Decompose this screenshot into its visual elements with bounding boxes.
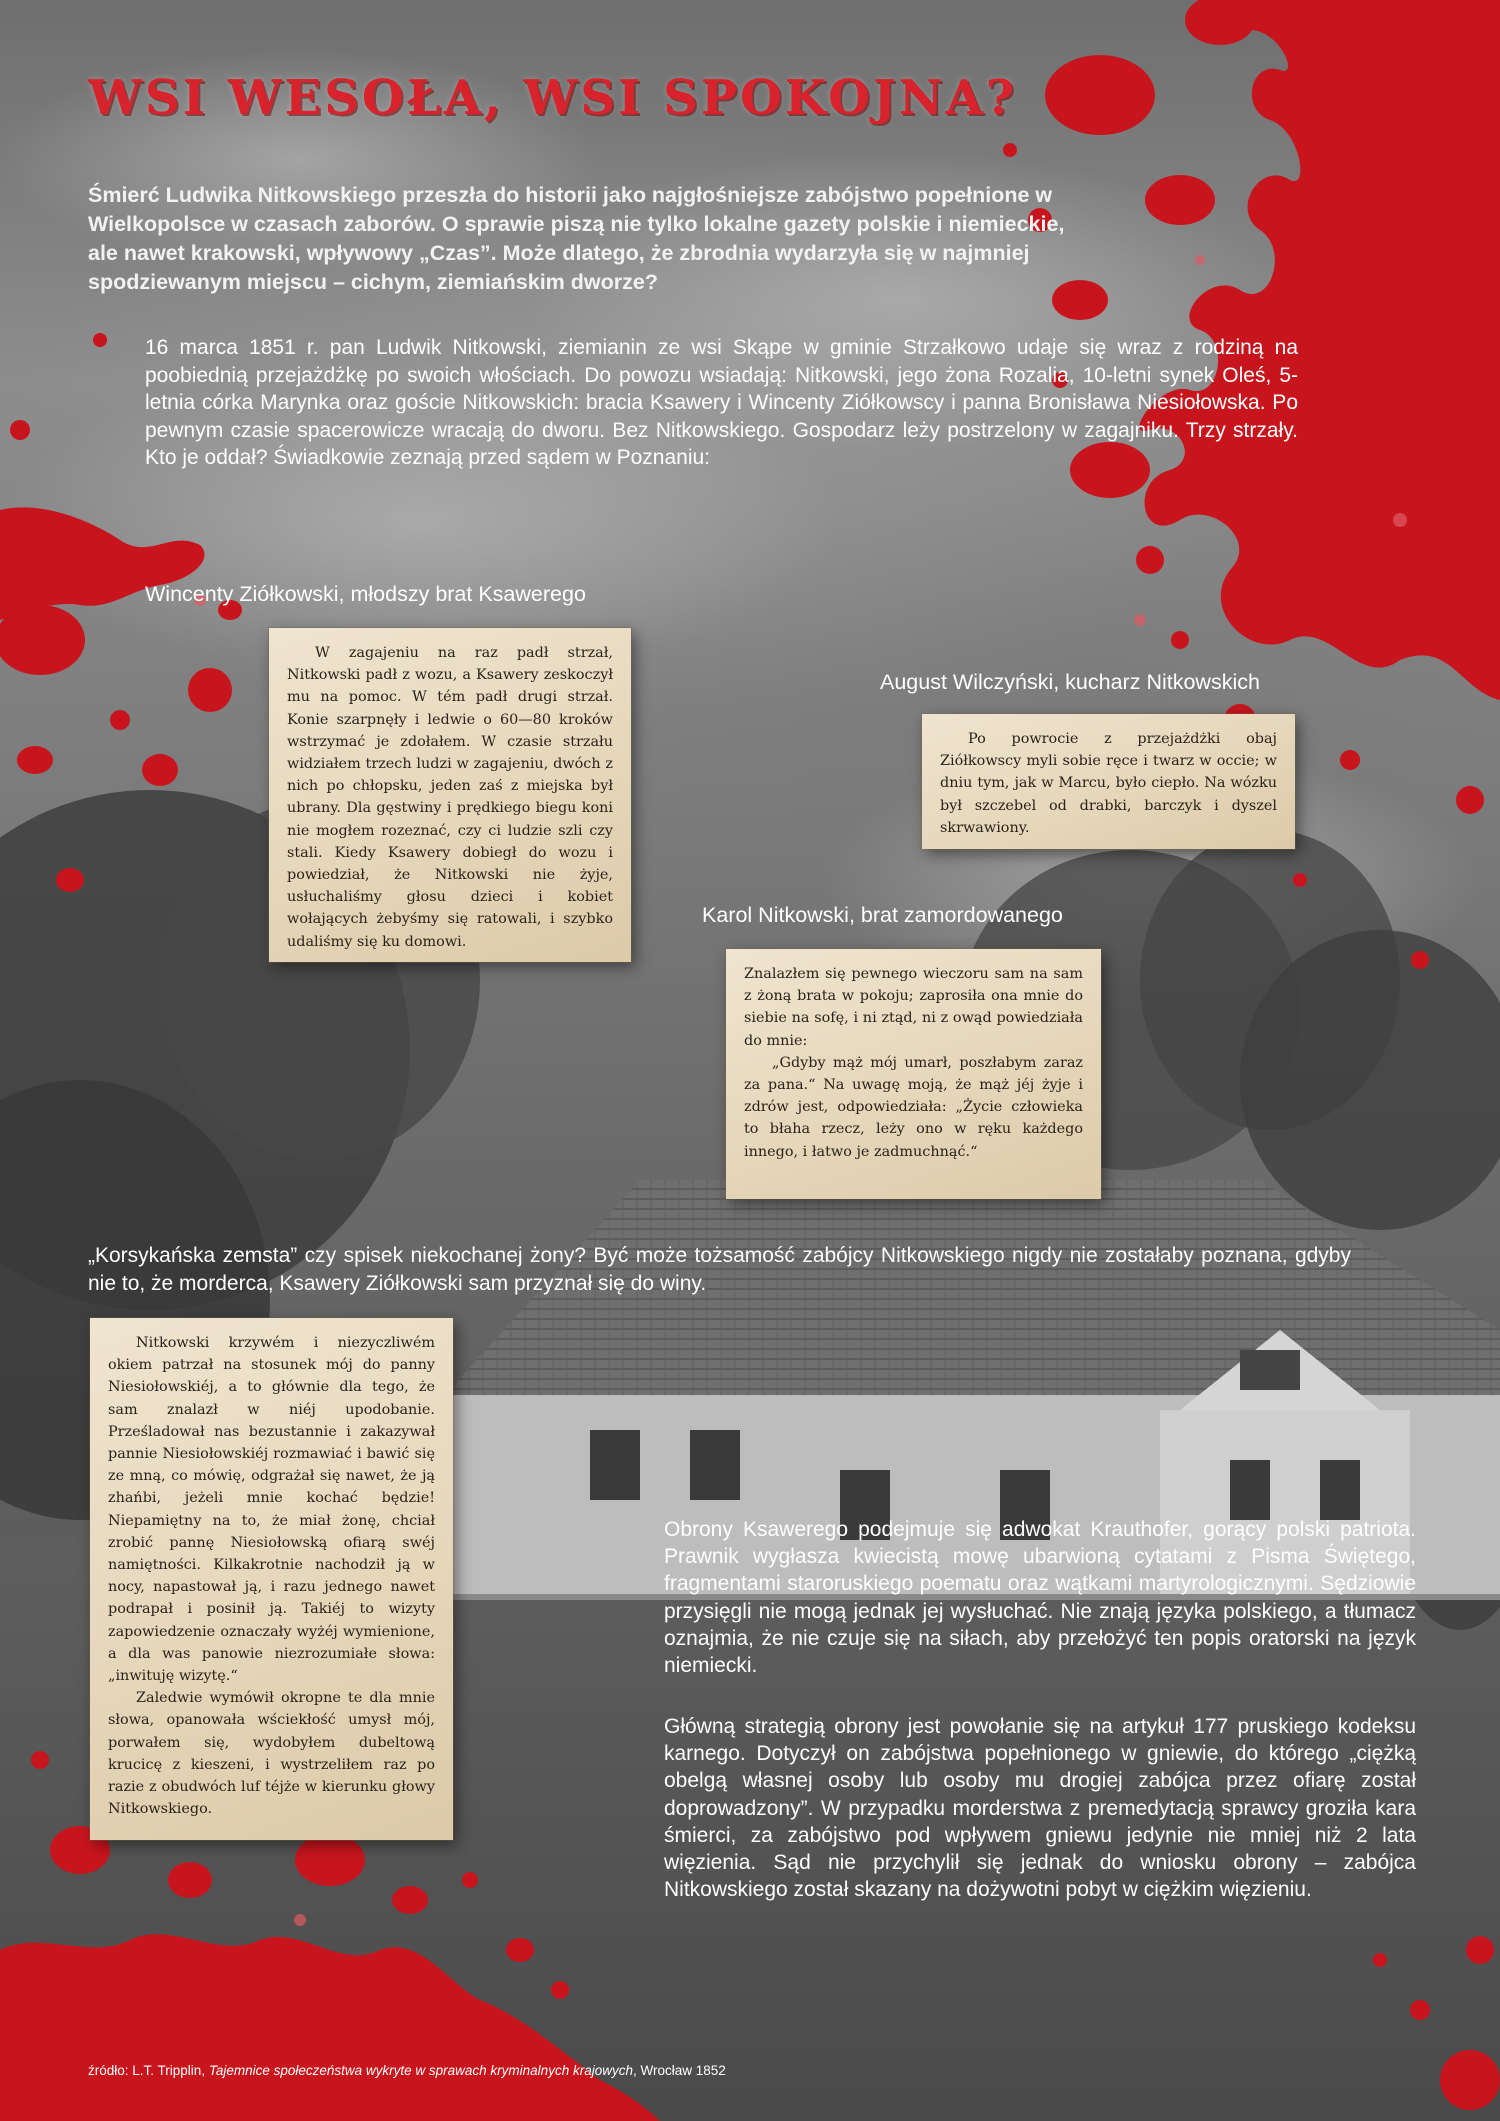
defense-paragraph-1: Obrony Ksawerego podejmuje się adwokat Krauthofer, gorący polski patriota. Prawnik wygłasza kwiecistą mowę ubarwioną cytatami z Pisma Świętego, fragmentami staroruskiego poematu oraz wątkami martyrologicznymi. Sędziowie przysięgli nie mogą jednak jej wysłuchać. Nie znają języka polskiego, a tłumacz oznajmia, że nie czuje się na siłach, aby przełożyć ten popis oratorski na język niemiecki. [664, 1518, 1416, 1678]
clipping-karol [726, 949, 1101, 1199]
clipping-august-text: Po powrocie z przejażdżki obaj Ziółkowscy myli sobie ręce i twarz w occie; w dniu tym, jak w Marcu, było ciepło. Na wózku był szczebel od drabki, barczyk i dyszel skrwawiony. [940, 731, 1277, 836]
caption-august: August Wilczyński, kucharz Nitkowskich [880, 670, 1260, 694]
source-book-title: Tajemnice społeczeństwa wykryte w sprawach kryminalnych krajowych [208, 2063, 633, 2078]
page-title: WSI WESOŁA, WSI SPOKOJNA? [88, 70, 1017, 126]
intro-paragraph: 16 marca 1851 r. pan Ludwik Nitkowski, ziemianin ze wsi Skąpe w gminie Strzałkowo udaje się wraz z rodziną na poobiednią przejażdżkę po swoich włościach. Do powozu wsiadają: Nitkowski, jego żona Rozalia, 10-letni synek Oleś, 5-letnia córka Marynka oraz goście Nitkowskich: bracia Ksawery i Wincenty Ziółkowscy i panna Bronisława Niesiołowska. Po pewnym czasie spacerowicze wracają do dworu. Bez Nitkowskiego. Gospodarz leży postrzelony w zagajniku. Trzy strzały. Kto je oddał? Świadkowie zeznają przed sądem w Poznaniu: [145, 336, 1298, 469]
clipping-wincenty-text: W zagajeniu na raz padł strzał, Nitkowski padł z wozu, a Ksawery zeskoczył mu na pomoc. W tém padł drugi strzał. Konie szarpnęły i ledwie o 60—80 kroków wstrzymać je zdołałem. W czasie strzału widziałem trzech ludzi w zagajeniu, dwóch z nich po chłopsku, jeden zaś z miejska był ubrany. Dla gęstwiny i prędkiego biegu koni nie mogłem rozeznać, czy ci ludzie szli czy stali. Kiedy Ksawery dobiegł do wozu i powiedział, że Nitkowski nie żyje, usłuchaliśmy głosu dzieci i kobiet wołających żebyśmy się ratowali, i szybko udaliśmy się ku domowi. [287, 645, 613, 950]
caption-karol: Karol Nitkowski, brat zamordowanego [702, 903, 1063, 927]
caption-wincenty: Wincenty Ziółkowski, młodszy brat Ksawerego [145, 582, 586, 606]
source-suffix: , Wrocław 1852 [632, 2063, 726, 2078]
defense-paragraph-2: Główną strategią obrony jest powołanie się na artykuł 177 pruskiego kodeksu karnego. Dotyczył on zabójstwa popełnionego w gniewie, do którego „ciężką obelgą własnej osoby lub osoby mu drogiej zabójca przez ofiarę został doprowadzony”. W przypadku morderstwa z premedytacją sprawcy groziła kara śmierci, za zabójstwo pod wpływem gniewu jedynie nie mniej niż 2 lata więzienia. Sąd nie przychylił się jednak do wniosku obrony – zabójca Nitkowskiego został skazany na dożywotni pobyt w ciężkim więzieniu. [664, 1715, 1416, 1902]
clipping-august [922, 714, 1295, 849]
clipping-wincenty [269, 628, 631, 962]
clipping-karol-text-1: Znalazłem się pewnego wieczoru sam na sam z żoną brata w pokoju; zaprosiła ona mnie do siebie na sofę, i ni ztąd, ni z owąd powiedziała do mnie: [744, 966, 1083, 1049]
lead-paragraph: Śmierć Ludwika Nitkowskiego przeszła do historii jako najgłośniejsze zabójstwo popełnione w Wielkopolsce w czasach zaborów. O sprawie piszą nie tylko lokalne gazety polskie i niemieckie, ale nawet krakowski, wpływowy „Czas”. Może dlatego, że zbrodnia wydarzyła się w najmniej spodziewanym miejscu – cichym, ziemiańskim dworze? [88, 183, 1065, 294]
source-prefix: źródło: L.T. Tripplin, [88, 2063, 209, 2078]
clipping-confession-text-1: Nitkowski krzywém i niezyczliwém okiem patrzał na stosunek mój do panny Niesiołowskiéj, a to głównie dla tego, że sam znalazł w niéj upodobanie. Prześladował nas bezustannie i zakazywał pannie Niesiołowskiéj rozmawiać i bawić się ze mną, co mówię, odgrażał się nawet, że ją zhańbi, jeżeli mnie kochać będzie! Niepamiętny na to, że miał żonę, chciał zrobić pannę Niesiołowską ofiarą swéj namiętności. Kilkakrotnie nachodził ją w nocy, napastował ją, i razu jednego nawet podrapał i posinił ją. Takiéj to wizyty zapowiedzenie oznaczały wyżéj wymienione, a dla was panowie niezrozumiałe słowa: „inwituję wizytę.“ [108, 1335, 435, 1685]
conclusion-paragraph: „Korsykańska zemsta” czy spisek niekochanej żony? Być może tożsamość zabójcy Nitkowskiego nigdy nie zostałaby poznana, gdyby nie to, że morderca, Ksawery Ziółkowski sam przyznał się do winy. [88, 1244, 1351, 1295]
clipping-confession [90, 1318, 453, 1840]
clipping-confession-text-2: Zaledwie wymówił okropne te dla mnie słowa, opanowała wściekłość umysł mój, porwałem się, wydobyłem dubeltową krucicę z kieszeni, i wystrzeliłem raz po razie z obudwóch luf téjże w kierunku głowy Nitkowskiego. [108, 1690, 435, 1818]
source-citation [88, 2063, 726, 2078]
clipping-karol-text-2: „Gdyby mąż mój umarł, poszłabym zaraz za pana.“ Na uwagę moją, że mąż jéj żyje i zdrów jest, odpowiedziała: „Życie człowieka to błaha rzecz, leży ono w ręku każdego innego, i łatwo je zadmuchnąć.“ [744, 1054, 1083, 1160]
